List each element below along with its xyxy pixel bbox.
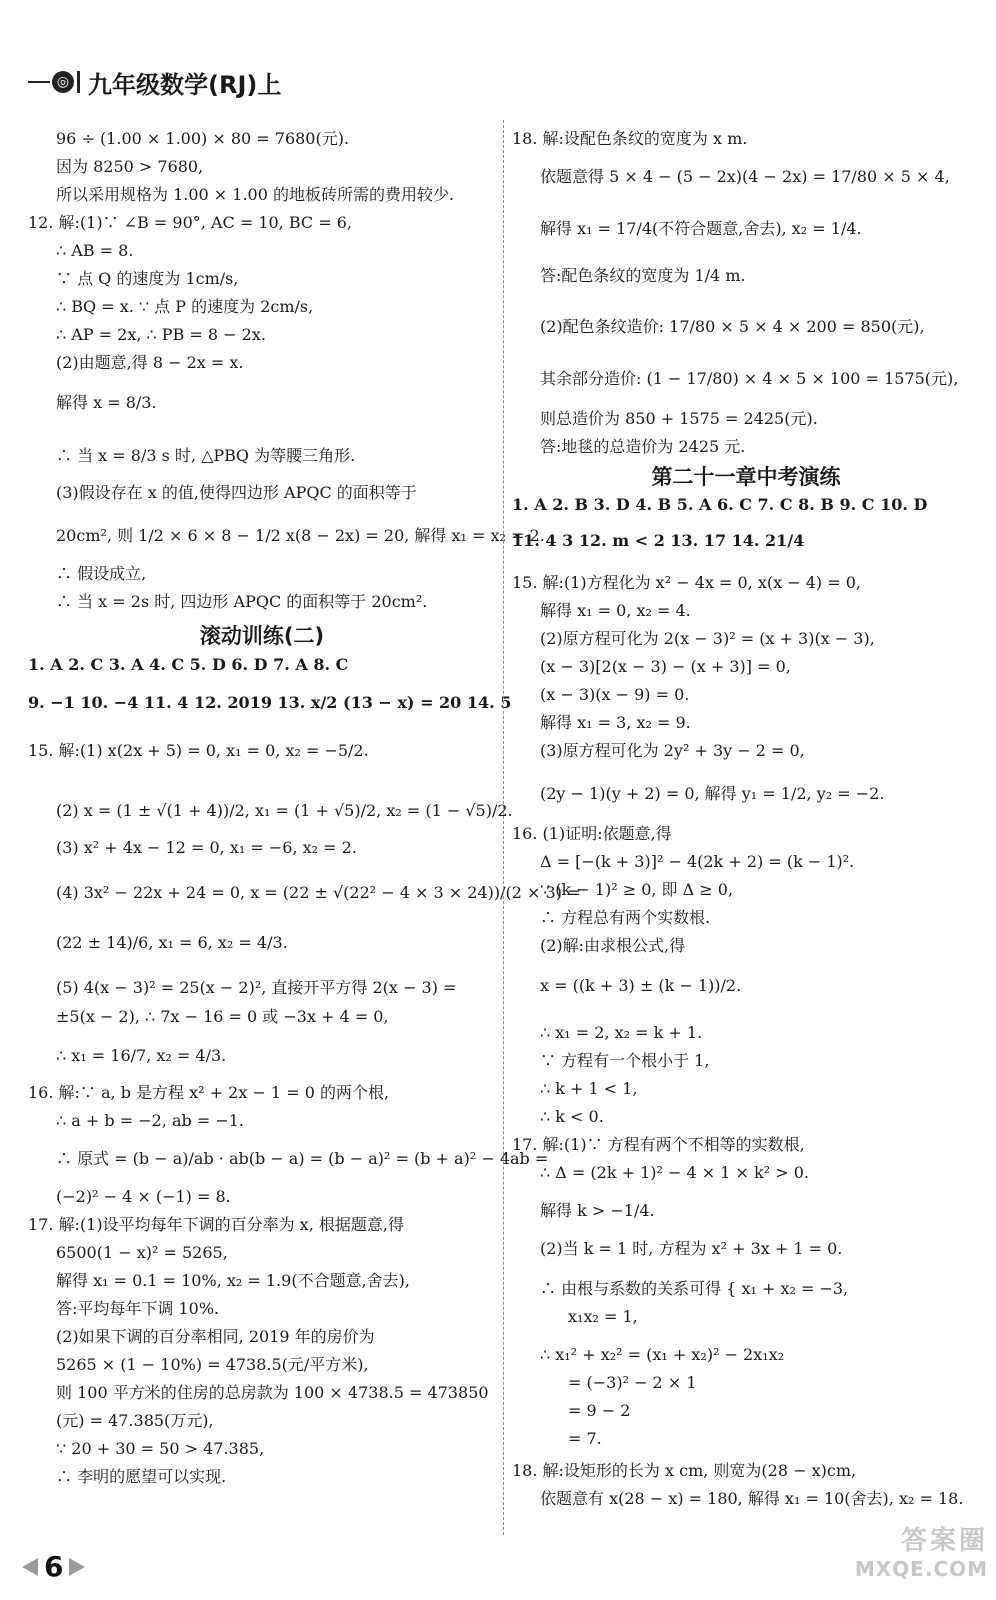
answer-line: = 7. bbox=[568, 1429, 602, 1448]
answer-line: ∴ AB = 8. bbox=[56, 241, 134, 260]
answer-line: ∴ BQ = x. ∵ 点 P 的速度为 2cm/s, bbox=[56, 297, 314, 316]
answer-line: 解得 x = 8/3. bbox=[56, 393, 157, 412]
answer-line: 20cm², 则 1/2 × 6 × 8 − 1/2 x(8 − 2x) = 20, 解得 x₁ = x₂ = 2. bbox=[56, 526, 545, 545]
answer-line: 15. 解:(1) x(2x + 5) = 0, x₁ = 0, x₂ = −5/2. bbox=[28, 741, 369, 760]
answer-line: ∵ 点 Q 的速度为 1cm/s, bbox=[56, 269, 239, 288]
answer-line: ∴ k < 0. bbox=[540, 1107, 604, 1126]
header-logo-icon: ◎ bbox=[52, 71, 74, 93]
answer-line: 18. 解:设矩形的长为 x cm, 则宽为(28 − x)cm, bbox=[512, 1461, 857, 1480]
answer-line: 1. A 2. B 3. D 4. B 5. A 6. C 7. C 8. B 9. C 10. D bbox=[512, 495, 928, 514]
answer-line: ∴ 当 x = 2s 时, 四边形 APQC 的面积等于 20cm². bbox=[56, 592, 428, 611]
answer-line: ∴ 当 x = 8/3 s 时, △PBQ 为等腰三角形. bbox=[56, 446, 356, 465]
answer-line: (2)如果下调的百分率相同, 2019 年的房价为 bbox=[56, 1327, 375, 1346]
answer-line: 9. −1 10. −4 11. 4 12. 2019 13. x/2 (13 − x) = 20 14. 5 bbox=[28, 693, 512, 712]
answer-line: 其余部分造价: (1 − 17/80) × 4 × 5 × 100 = 1575(元), bbox=[540, 369, 959, 388]
answer-line: ∴ 由根与系数的关系可得 { x₁ + x₂ = −3, bbox=[540, 1279, 849, 1298]
answer-line: (2)当 k = 1 时, 方程为 x² + 3x + 1 = 0. bbox=[540, 1239, 843, 1258]
answer-line: 依题意得 5 × 4 − (5 − 2x)(4 − 2x) = 17/80 × 5 × 4, bbox=[540, 167, 950, 186]
answer-line: 96 ÷ (1.00 × 1.00) × 80 = 7680(元). bbox=[56, 129, 350, 148]
answer-line: ∵ (k − 1)² ≥ 0, 即 Δ ≥ 0, bbox=[540, 880, 734, 899]
answer-line: 6500(1 − x)² = 5265, bbox=[56, 1243, 228, 1262]
answer-line: ∴ k + 1 < 1, bbox=[540, 1079, 638, 1098]
page-header bbox=[28, 62, 281, 102]
watermark-url: MXQE.COM bbox=[854, 1557, 988, 1581]
answer-line: (x − 3)(x − 9) = 0. bbox=[540, 685, 690, 704]
answer-line: (3)原方程可化为 2y² + 3y − 2 = 0, bbox=[540, 741, 805, 760]
answer-line: 16. (1)证明:依题意,得 bbox=[512, 824, 672, 843]
answer-line: ∴ 方程总有两个实数根. bbox=[540, 908, 711, 927]
answer-line: ∴ AP = 2x, ∴ PB = 8 − 2x. bbox=[56, 325, 266, 344]
answer-line: 17. 解:(1)∵ 方程有两个不相等的实数根, bbox=[512, 1135, 805, 1154]
answer-line: (−2)² − 4 × (−1) = 8. bbox=[56, 1187, 231, 1206]
answer-line: ∴ 假设成立, bbox=[56, 564, 147, 583]
answer-line: ∴ x₁ = 16/7, x₂ = 4/3. bbox=[56, 1046, 227, 1065]
section-heading: 第二十一章中考演练 bbox=[651, 465, 841, 489]
next-arrow-icon bbox=[69, 1558, 85, 1576]
answer-line: (2) x = (1 ± √(1 + 4))/2, x₁ = (1 + √5)/2, x₂ = (1 − √5)/2. bbox=[56, 801, 513, 820]
answer-line: ∴ x₁² + x₂² = (x₁ + x₂)² − 2x₁x₂ bbox=[540, 1345, 785, 1364]
answer-line: ∴ Δ = (2k + 1)² − 4 × 1 × k² > 0. bbox=[540, 1163, 809, 1182]
answer-line: 17. 解:(1)设平均每年下调的百分率为 x, 根据题意,得 bbox=[28, 1215, 404, 1234]
answer-line: = (−3)² − 2 × 1 bbox=[568, 1373, 697, 1392]
answer-line: (x − 3)[2(x − 3) − (x + 3)] = 0, bbox=[540, 657, 791, 676]
answer-line: 解得 x₁ = 0.1 = 10%, x₂ = 1.9(不合题意,舍去), bbox=[56, 1271, 410, 1290]
answer-line: ∴ 李明的愿望可以实现. bbox=[56, 1467, 227, 1486]
watermark-text: 答案圈 bbox=[900, 1526, 988, 1556]
answer-line: (4) 3x² − 22x + 24 = 0, x = (22 ± √(22² − 4 × 3 × 24))/(2 × 3) = bbox=[56, 883, 581, 902]
answer-line: 12. 解:(1)∵ ∠B = 90°, AC = 10, BC = 6, bbox=[28, 213, 352, 232]
header-bar bbox=[77, 71, 80, 93]
answer-line: 解得 x₁ = 17/4(不符合题意,舍去), x₂ = 1/4. bbox=[540, 219, 862, 238]
watermark bbox=[855, 1520, 988, 1581]
answer-line: 15. 解:(1)方程化为 x² − 4x = 0, x(x − 4) = 0, bbox=[512, 573, 861, 592]
answer-line: ∵ 方程有一个根小于 1, bbox=[540, 1051, 710, 1070]
answer-line: Δ = [−(k + 3)]² − 4(2k + 2) = (k − 1)². bbox=[540, 852, 855, 871]
answer-line: 依题意有 x(28 − x) = 180, 解得 x₁ = 10(舍去), x₂ = 18. bbox=[540, 1489, 964, 1508]
answer-line: (2y − 1)(y + 2) = 0, 解得 y₁ = 1/2, y₂ = −2. bbox=[540, 784, 885, 803]
answer-line: 因为 8250 > 7680, bbox=[56, 157, 204, 176]
answer-line: 答:地毯的总造价为 2425 元. bbox=[540, 437, 746, 456]
answer-line: (元) = 47.385(万元), bbox=[56, 1411, 214, 1430]
answer-line: 解得 x₁ = 3, x₂ = 9. bbox=[540, 713, 691, 732]
answer-line: (2)原方程可化为 2(x − 3)² = (x + 3)(x − 3), bbox=[540, 629, 875, 648]
answer-line: x = ((k + 3) ± (k − 1))/2. bbox=[540, 976, 742, 995]
prev-arrow-icon bbox=[22, 1558, 38, 1576]
answer-line: 则总造价为 850 + 1575 = 2425(元). bbox=[540, 409, 818, 428]
answer-line: 1. A 2. C 3. A 4. C 5. D 6. D 7. A 8. C bbox=[28, 655, 349, 674]
answer-line: (22 ± 14)/6, x₁ = 6, x₂ = 4/3. bbox=[56, 933, 288, 952]
answer-line: 答:配色条纹的宽度为 1/4 m. bbox=[540, 266, 746, 285]
answer-line: (2)解:由求根公式,得 bbox=[540, 936, 686, 955]
answer-line: 11. 4 3 12. m < 2 13. 17 14. 21/4 bbox=[512, 531, 805, 550]
answer-line: 解得 x₁ = 0, x₂ = 4. bbox=[540, 601, 691, 620]
section-heading: 滚动训练(二) bbox=[199, 624, 325, 648]
answer-line: 答:平均每年下调 10%. bbox=[56, 1299, 220, 1318]
answer-line: 则 100 平方米的住房的总房款为 100 × 4738.5 = 473850 bbox=[56, 1383, 489, 1402]
answer-line: ±5(x − 2), ∴ 7x − 16 = 0 或 −3x + 4 = 0, bbox=[56, 1007, 389, 1026]
answer-line: (3) x² + 4x − 12 = 0, x₁ = −6, x₂ = 2. bbox=[56, 838, 357, 857]
page-footer bbox=[22, 1550, 85, 1583]
answer-line: 16. 解:∵ a, b 是方程 x² + 2x − 1 = 0 的两个根, bbox=[28, 1083, 390, 1102]
answer-line: (2)配色条纹造价: 17/80 × 5 × 4 × 200 = 850(元), bbox=[540, 317, 925, 336]
answer-line: (2)由题意,得 8 − 2x = x. bbox=[56, 353, 244, 372]
answer-line: ∴ x₁ = 2, x₂ = k + 1. bbox=[540, 1023, 703, 1042]
answer-line: 解得 k > −1/4. bbox=[540, 1201, 655, 1220]
column-divider bbox=[503, 120, 504, 1535]
answer-line: (3)假设存在 x 的值,使得四边形 APQC 的面积等于 bbox=[56, 483, 417, 502]
header-title: 九年级数学(RJ)上 bbox=[88, 70, 282, 99]
answer-line: 5265 × (1 − 10%) = 4738.5(元/平方米), bbox=[56, 1355, 369, 1374]
page-number: 6 bbox=[44, 1550, 64, 1583]
answer-line: x₁x₂ = 1, bbox=[568, 1307, 638, 1326]
answer-line: 所以采用规格为 1.00 × 1.00 的地板砖所需的费用较少. bbox=[56, 185, 455, 204]
answer-line: ∵ 20 + 30 = 50 > 47.385, bbox=[56, 1439, 265, 1458]
header-rule bbox=[28, 81, 50, 83]
answer-line: ∴ 原式 = (b − a)/ab · ab(b − a) = (b − a)² = (b + a)² − 4ab = bbox=[56, 1149, 549, 1168]
answer-line: 18. 解:设配色条纹的宽度为 x m. bbox=[512, 129, 748, 148]
answer-line: = 9 − 2 bbox=[568, 1401, 631, 1420]
answer-line: ∴ a + b = −2, ab = −1. bbox=[56, 1111, 244, 1130]
answer-line: (5) 4(x − 3)² = 25(x − 2)², 直接开平方得 2(x − 3) = bbox=[56, 978, 457, 997]
